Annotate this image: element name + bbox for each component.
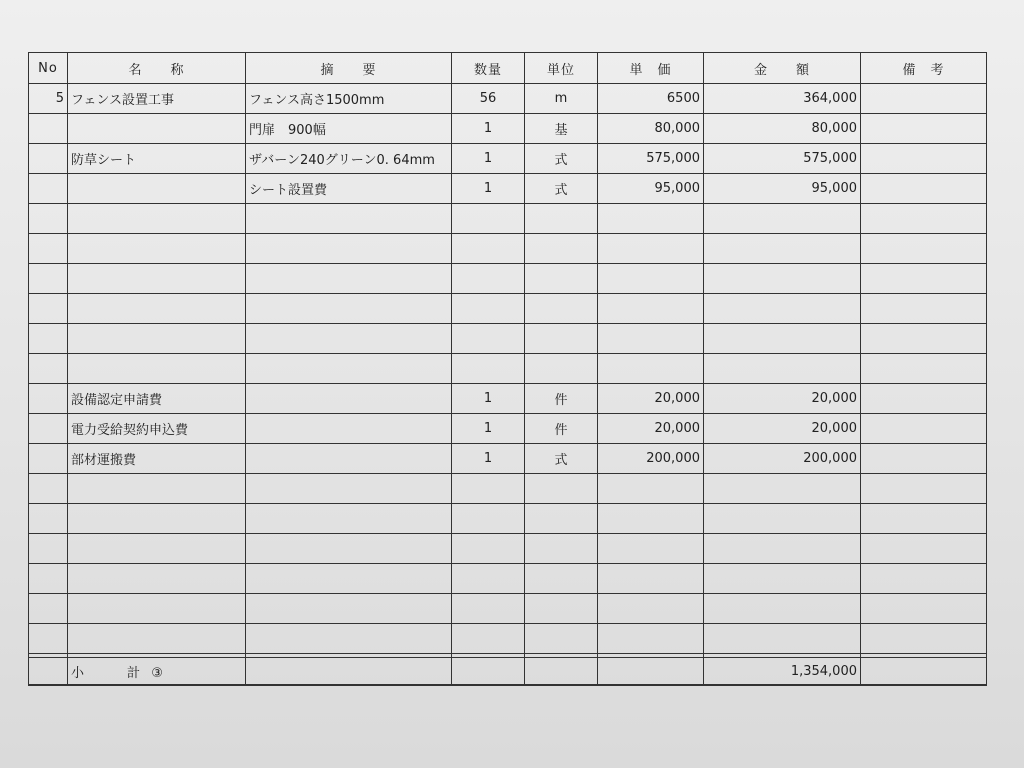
cell-no	[29, 144, 68, 174]
cell-name	[68, 534, 246, 564]
cell-desc	[246, 504, 452, 534]
table-row	[29, 504, 987, 534]
cell-qty	[452, 594, 525, 624]
cell-note	[861, 534, 987, 564]
cell-desc	[246, 294, 452, 324]
cell-note	[861, 264, 987, 294]
cell-desc	[246, 234, 452, 264]
cell-name: 電力受給契約申込費	[68, 414, 246, 444]
cell-no: 5	[29, 84, 68, 114]
cell-name	[68, 624, 246, 654]
table-row	[29, 114, 987, 144]
cell-qty	[452, 474, 525, 504]
cell-qty: 1	[452, 444, 525, 474]
cell-desc	[246, 414, 452, 444]
cell-desc	[246, 264, 452, 294]
cell-amount	[704, 294, 861, 324]
cell-price	[598, 504, 704, 534]
cell-note	[861, 594, 987, 624]
header-row	[29, 53, 987, 84]
table-row	[29, 624, 987, 654]
cell-price	[598, 474, 704, 504]
subtotal-note-cell	[861, 658, 987, 686]
subtotal-label-right: 計	[127, 665, 142, 681]
cell-no	[29, 354, 68, 384]
table-row	[29, 474, 987, 504]
cell-amount	[704, 624, 861, 654]
cell-amount	[704, 534, 861, 564]
cell-desc	[246, 594, 452, 624]
cell-unit: 基	[525, 114, 598, 144]
cell-price: 20,000	[598, 384, 704, 414]
cell-qty	[452, 204, 525, 234]
cell-price	[598, 204, 704, 234]
table-row	[29, 414, 987, 444]
cell-no	[29, 474, 68, 504]
cell-qty	[452, 294, 525, 324]
cell-price	[598, 564, 704, 594]
header-qty: 数量	[452, 53, 525, 84]
cell-unit	[525, 234, 598, 264]
estimate-table	[28, 52, 987, 686]
cell-unit: 式	[525, 144, 598, 174]
cell-no	[29, 324, 68, 354]
cell-name: 部材運搬費	[68, 444, 246, 474]
cell-amount	[704, 474, 861, 504]
cell-note	[861, 504, 987, 534]
cell-name: 防草シート	[68, 144, 246, 174]
cell-no	[29, 384, 68, 414]
cell-note	[861, 324, 987, 354]
cell-price: 200,000	[598, 444, 704, 474]
cell-note	[861, 474, 987, 504]
cell-amount: 20,000	[704, 384, 861, 414]
cell-desc: フェンス高さ1500mm	[246, 84, 452, 114]
cell-desc: 門扉 900幅	[246, 114, 452, 144]
cell-price	[598, 354, 704, 384]
cell-name	[68, 114, 246, 144]
cell-qty	[452, 624, 525, 654]
cell-qty	[452, 354, 525, 384]
subtotal-no-cell	[29, 658, 68, 686]
cell-desc: シート設置費	[246, 174, 452, 204]
cell-qty: 1	[452, 174, 525, 204]
table-row	[29, 444, 987, 474]
cell-desc	[246, 384, 452, 414]
cell-note	[861, 564, 987, 594]
cell-name	[68, 234, 246, 264]
subtotal-desc-cell	[246, 658, 452, 686]
cell-price	[598, 324, 704, 354]
cell-name	[68, 594, 246, 624]
cell-unit: 式	[525, 444, 598, 474]
cell-no	[29, 114, 68, 144]
cell-note	[861, 84, 987, 114]
cell-qty: 1	[452, 114, 525, 144]
table-row	[29, 354, 987, 384]
subtotal-marker: ③	[151, 665, 164, 681]
cell-qty: 1	[452, 414, 525, 444]
table-row	[29, 204, 987, 234]
cell-qty	[452, 234, 525, 264]
cell-note	[861, 114, 987, 144]
cell-amount	[704, 354, 861, 384]
cell-desc	[246, 354, 452, 384]
cell-qty	[452, 324, 525, 354]
cell-no	[29, 444, 68, 474]
cell-note	[861, 444, 987, 474]
cell-desc	[246, 444, 452, 474]
header-no: No	[29, 53, 68, 84]
cell-no	[29, 414, 68, 444]
cell-amount	[704, 264, 861, 294]
cell-name: 設備認定申請費	[68, 384, 246, 414]
table-row	[29, 174, 987, 204]
cell-note	[861, 384, 987, 414]
cell-amount	[704, 234, 861, 264]
cell-qty	[452, 504, 525, 534]
header-note: 備 考	[861, 53, 987, 84]
cell-unit	[525, 354, 598, 384]
cell-unit	[525, 534, 598, 564]
cell-desc	[246, 534, 452, 564]
cell-note	[861, 234, 987, 264]
cell-note	[861, 414, 987, 444]
cell-no	[29, 594, 68, 624]
cell-name	[68, 204, 246, 234]
cell-amount	[704, 594, 861, 624]
cell-no	[29, 534, 68, 564]
cell-desc: ザバーン240グリーン0. 64mm	[246, 144, 452, 174]
cell-desc	[246, 324, 452, 354]
cell-no	[29, 174, 68, 204]
cell-desc	[246, 624, 452, 654]
cell-note	[861, 144, 987, 174]
cell-price	[598, 534, 704, 564]
cell-unit	[525, 204, 598, 234]
cell-unit	[525, 474, 598, 504]
subtotal-label	[68, 658, 246, 686]
cell-name	[68, 354, 246, 384]
cell-desc	[246, 564, 452, 594]
cell-amount: 80,000	[704, 114, 861, 144]
table-row	[29, 84, 987, 114]
cell-note	[861, 174, 987, 204]
table-row	[29, 294, 987, 324]
subtotal-amount: 1,354,000	[704, 658, 861, 686]
cell-desc	[246, 204, 452, 234]
subtotal-unit-cell	[525, 658, 598, 686]
cell-price	[598, 294, 704, 324]
table-body	[29, 84, 987, 654]
cell-no	[29, 234, 68, 264]
cell-unit: 式	[525, 174, 598, 204]
subtotal-price-cell	[598, 658, 704, 686]
header-price: 単 価	[598, 53, 704, 84]
cell-price: 20,000	[598, 414, 704, 444]
cell-unit: m	[525, 84, 598, 114]
cell-no	[29, 504, 68, 534]
table-row	[29, 324, 987, 354]
header-unit: 単位	[525, 53, 598, 84]
cell-no	[29, 294, 68, 324]
cell-unit: 件	[525, 414, 598, 444]
table-row	[29, 264, 987, 294]
cell-qty	[452, 534, 525, 564]
cell-unit	[525, 564, 598, 594]
cell-amount: 364,000	[704, 84, 861, 114]
cell-amount	[704, 204, 861, 234]
cell-name	[68, 324, 246, 354]
cell-no	[29, 204, 68, 234]
cell-price: 575,000	[598, 144, 704, 174]
cell-price: 95,000	[598, 174, 704, 204]
cell-name	[68, 264, 246, 294]
cell-price: 6500	[598, 84, 704, 114]
cell-price	[598, 234, 704, 264]
cell-unit	[525, 624, 598, 654]
cell-price: 80,000	[598, 114, 704, 144]
subtotal-row	[29, 658, 987, 686]
table-row	[29, 534, 987, 564]
table-row	[29, 564, 987, 594]
subtotal-qty-cell	[452, 658, 525, 686]
cell-amount	[704, 564, 861, 594]
cell-qty: 1	[452, 144, 525, 174]
table-row	[29, 594, 987, 624]
cell-amount: 20,000	[704, 414, 861, 444]
cell-amount	[704, 504, 861, 534]
cell-no	[29, 264, 68, 294]
header-name: 名 称	[68, 53, 246, 84]
cell-unit	[525, 594, 598, 624]
cell-name	[68, 174, 246, 204]
cell-name	[68, 564, 246, 594]
cell-name	[68, 294, 246, 324]
cell-unit: 件	[525, 384, 598, 414]
cell-price	[598, 264, 704, 294]
cell-amount: 200,000	[704, 444, 861, 474]
table-row	[29, 144, 987, 174]
cell-name: フェンス設置工事	[68, 84, 246, 114]
cell-price	[598, 594, 704, 624]
header-amount: 金 額	[704, 53, 861, 84]
cell-name	[68, 474, 246, 504]
cell-qty: 1	[452, 384, 525, 414]
cell-no	[29, 564, 68, 594]
cell-no	[29, 624, 68, 654]
cell-desc	[246, 474, 452, 504]
cell-amount: 575,000	[704, 144, 861, 174]
table-row	[29, 384, 987, 414]
cell-price	[598, 624, 704, 654]
cell-unit	[525, 294, 598, 324]
cell-name	[68, 504, 246, 534]
cell-unit	[525, 324, 598, 354]
cell-unit	[525, 504, 598, 534]
cell-unit	[525, 264, 598, 294]
cell-qty	[452, 264, 525, 294]
cell-amount	[704, 324, 861, 354]
table-row	[29, 234, 987, 264]
subtotal-label-left: 小	[71, 665, 86, 681]
cell-note	[861, 294, 987, 324]
cell-amount: 95,000	[704, 174, 861, 204]
cell-note	[861, 624, 987, 654]
header-desc: 摘 要	[246, 53, 452, 84]
cell-qty: 56	[452, 84, 525, 114]
cell-note	[861, 204, 987, 234]
cell-qty	[452, 564, 525, 594]
cell-note	[861, 354, 987, 384]
